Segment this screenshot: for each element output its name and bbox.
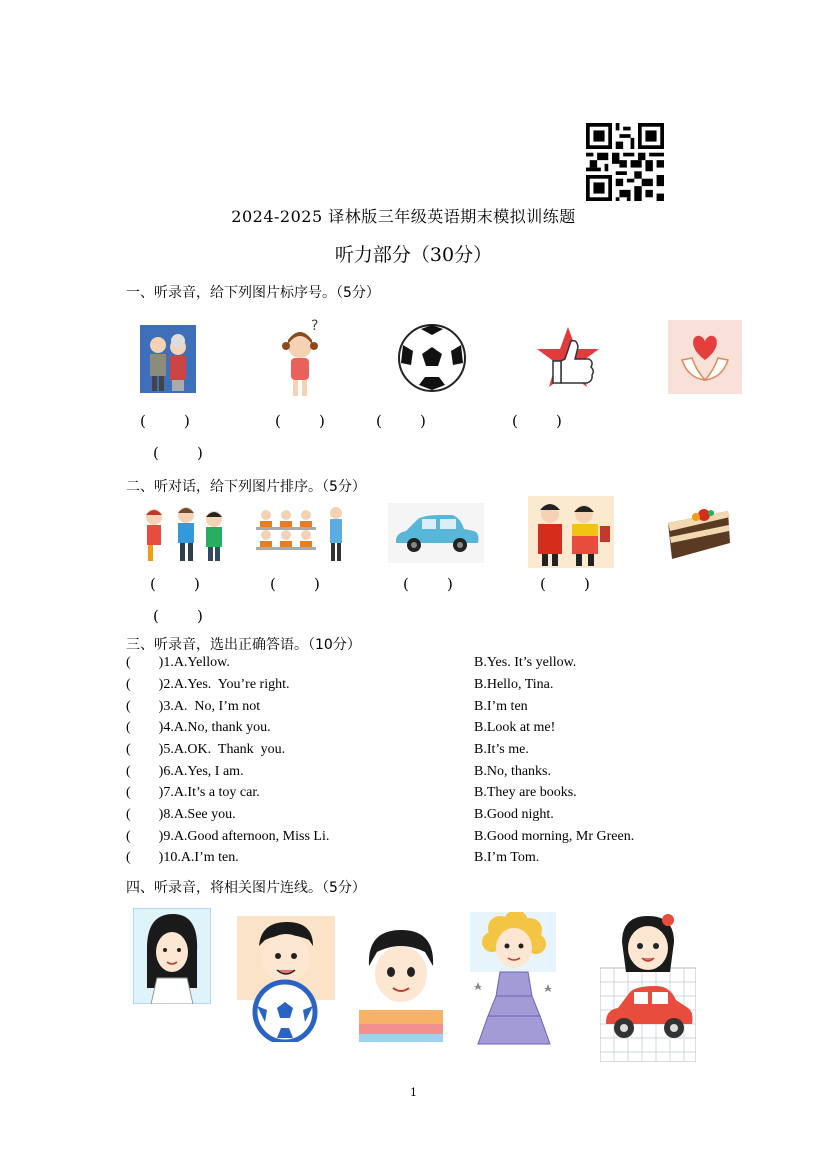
option-b: B.Good night. [474, 807, 554, 822]
girl-cake-image [357, 922, 445, 1046]
new-year-couple-image [528, 496, 614, 568]
classroom-image [252, 503, 348, 563]
section-subtitle: 听力部分（30分） [334, 244, 493, 266]
option-a: ( )10.A.I’m ten. [126, 850, 239, 865]
option-a: ( )5.A.OK. Thank you. [126, 742, 286, 757]
thumbs-up-image [535, 325, 601, 393]
option-a: ( )7.A.It’s a toy car. [126, 785, 260, 800]
option-b: B.Yes. It’s yellow. [474, 655, 577, 670]
answer-blank[interactable]: ( ) [540, 575, 590, 593]
section1-heading: 一、听录音，给下列图片标序号。（5分） [126, 285, 380, 301]
question-row [126, 764, 686, 784]
question-row [126, 699, 686, 719]
page-number: 1 [410, 1086, 417, 1099]
question-row [126, 829, 686, 849]
option-b: B.Good morning, Mr Green. [474, 829, 635, 844]
girl-question-image [278, 316, 324, 398]
section4-heading: 四、听录音，将相关图片连线。（5分） [126, 880, 366, 896]
answer-blank[interactable]: ( ) [150, 575, 200, 593]
boy-football-image [237, 916, 335, 1042]
question-row [126, 850, 686, 870]
answer-blank[interactable]: ( ) [275, 412, 325, 430]
option-b: B.No, thanks. [474, 764, 551, 779]
option-a: ( )6.A.Yes, I am. [126, 764, 244, 779]
question-row [126, 807, 686, 827]
section3-heading: 三、听录音，选出正确答语。（10分） [126, 637, 361, 653]
option-b: B.I’m Tom. [474, 850, 540, 865]
option-b: B.Look at me! [474, 720, 556, 735]
option-b: B.It’s me. [474, 742, 529, 757]
option-a: ( )4.A.No, thank you. [126, 720, 271, 735]
grandparents-image [140, 325, 196, 393]
question-row [126, 655, 686, 675]
woman-portrait-image [133, 908, 211, 1004]
question-row [126, 742, 686, 762]
option-b: B.I’m ten [474, 699, 528, 714]
question-row [126, 720, 686, 740]
girl-car-image [600, 912, 696, 1062]
girl-dress-image [470, 912, 556, 1050]
svg-text:?: ? [311, 318, 319, 334]
answer-blank[interactable]: ( ) [270, 575, 320, 593]
option-a: ( )8.A.See you. [126, 807, 236, 822]
option-a: ( )1.A.Yellow. [126, 655, 230, 670]
qr-code [585, 123, 665, 201]
answer-blank[interactable]: ( ) [153, 607, 203, 625]
page-title: 2024-2025 译林版三年级英语期末模拟训练题 [231, 207, 576, 226]
option-a: ( )3.A. No, I’m not [126, 699, 261, 714]
heart-hands-image [668, 320, 742, 394]
toy-car-image [388, 503, 484, 563]
answer-blank[interactable]: ( ) [403, 575, 453, 593]
answer-blank[interactable]: ( ) [376, 412, 426, 430]
option-b: B.Hello, Tina. [474, 677, 554, 692]
option-a: ( )2.A.Yes. You’re right. [126, 677, 290, 692]
answer-blank[interactable]: ( ) [140, 412, 190, 430]
cake-image [664, 503, 734, 563]
question-row [126, 785, 686, 805]
question-row [126, 677, 686, 697]
option-a: ( )9.A.Good afternoon, Miss Li. [126, 829, 330, 844]
option-b: B.They are books. [474, 785, 577, 800]
section2-heading: 二、听对话，给下列图片排序。（5分） [126, 479, 366, 495]
answer-blank[interactable]: ( ) [153, 444, 203, 462]
answer-blank[interactable]: ( ) [512, 412, 562, 430]
football-image [397, 323, 467, 393]
children-greeting-image [140, 503, 230, 563]
